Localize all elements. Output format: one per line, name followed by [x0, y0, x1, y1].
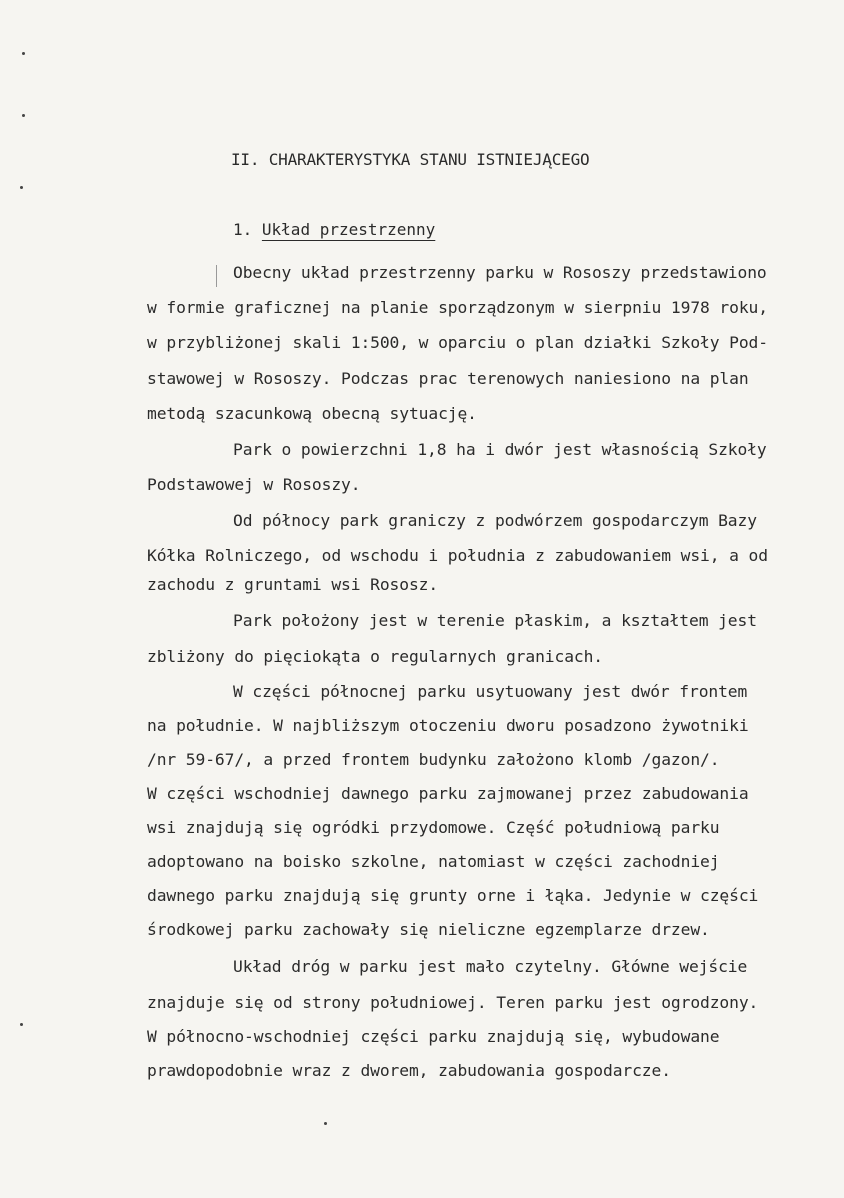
text-line: w formie graficznej na planie sporządzonym w sierpniu 1978 roku,	[147, 298, 768, 317]
text-line: Kółka Rolniczego, od wschodu i południa z zabudowaniem wsi, a od	[147, 546, 768, 565]
text-line: wsi znajdują się ogródki przydomowe. Część południową parku	[147, 818, 720, 837]
scan-speck	[20, 186, 23, 189]
text-line: adoptowano na boisko szkolne, natomiast w części zachodniej	[147, 852, 720, 871]
text-line: W północno-wschodniej części parku znajdują się, wybudowane	[147, 1027, 720, 1046]
text-line: środkowej parku zachowały się nieliczne egzemplarze drzew.	[147, 920, 710, 939]
text-line: metodą szacunkową obecną sytuację.	[147, 404, 477, 423]
text-line: Podstawowej w Rososzy.	[147, 475, 361, 494]
margin-mark	[216, 265, 217, 287]
text-line: Park o powierzchni 1,8 ha i dwór jest własnością Szkoły	[233, 440, 767, 459]
chapter-heading: II. CHARAKTERYSTYKA STANU ISTNIEJĄCEGO	[231, 150, 590, 169]
section-heading	[233, 220, 435, 239]
scan-speck	[22, 52, 25, 55]
text-line: zbliżony do pięciokąta o regularnych granicach.	[147, 647, 604, 666]
text-line: prawdopodobnie wraz z dworem, zabudowania gospodarcze.	[147, 1061, 671, 1080]
text-line: na południe. W najbliższym otoczeniu dworu posadzono żywotniki	[147, 716, 749, 735]
scan-speck	[324, 1122, 327, 1125]
scan-speck	[22, 114, 25, 117]
text-line: dawnego parku znajdują się grunty orne i łąka. Jedynie w części	[147, 886, 759, 905]
section-number: 1.	[233, 220, 253, 239]
text-line: Od północy park graniczy z podwórzem gospodarczym Bazy	[233, 511, 757, 530]
text-line: znajduje się od strony południowej. Teren parku jest ogrodzony.	[147, 993, 759, 1012]
text-line: W części północnej parku usytuowany jest dwór frontem	[233, 682, 748, 701]
text-line: /nr 59-67/, a przed frontem budynku założono klomb /gazon/.	[147, 750, 720, 769]
text-line: Układ dróg w parku jest mało czytelny. Główne wejście	[233, 957, 748, 976]
text-line: W części wschodniej dawnego parku zajmowanej przez zabudowania	[147, 784, 749, 803]
text-line: Obecny układ przestrzenny parku w Rososzy przedstawiono	[233, 263, 767, 282]
text-line: Park położony jest w terenie płaskim, a kształtem jest	[233, 611, 757, 630]
text-line: stawowej w Rososzy. Podczas prac terenowych naniesiono na plan	[147, 369, 749, 388]
text-line: w przybliżonej skali 1:500, w oparciu o plan działki Szkoły Pod-	[147, 333, 768, 352]
scan-speck	[20, 1023, 23, 1026]
section-title: Układ przestrzenny	[261, 220, 436, 239]
text-line: zachodu z gruntami wsi Rososz.	[147, 575, 439, 594]
